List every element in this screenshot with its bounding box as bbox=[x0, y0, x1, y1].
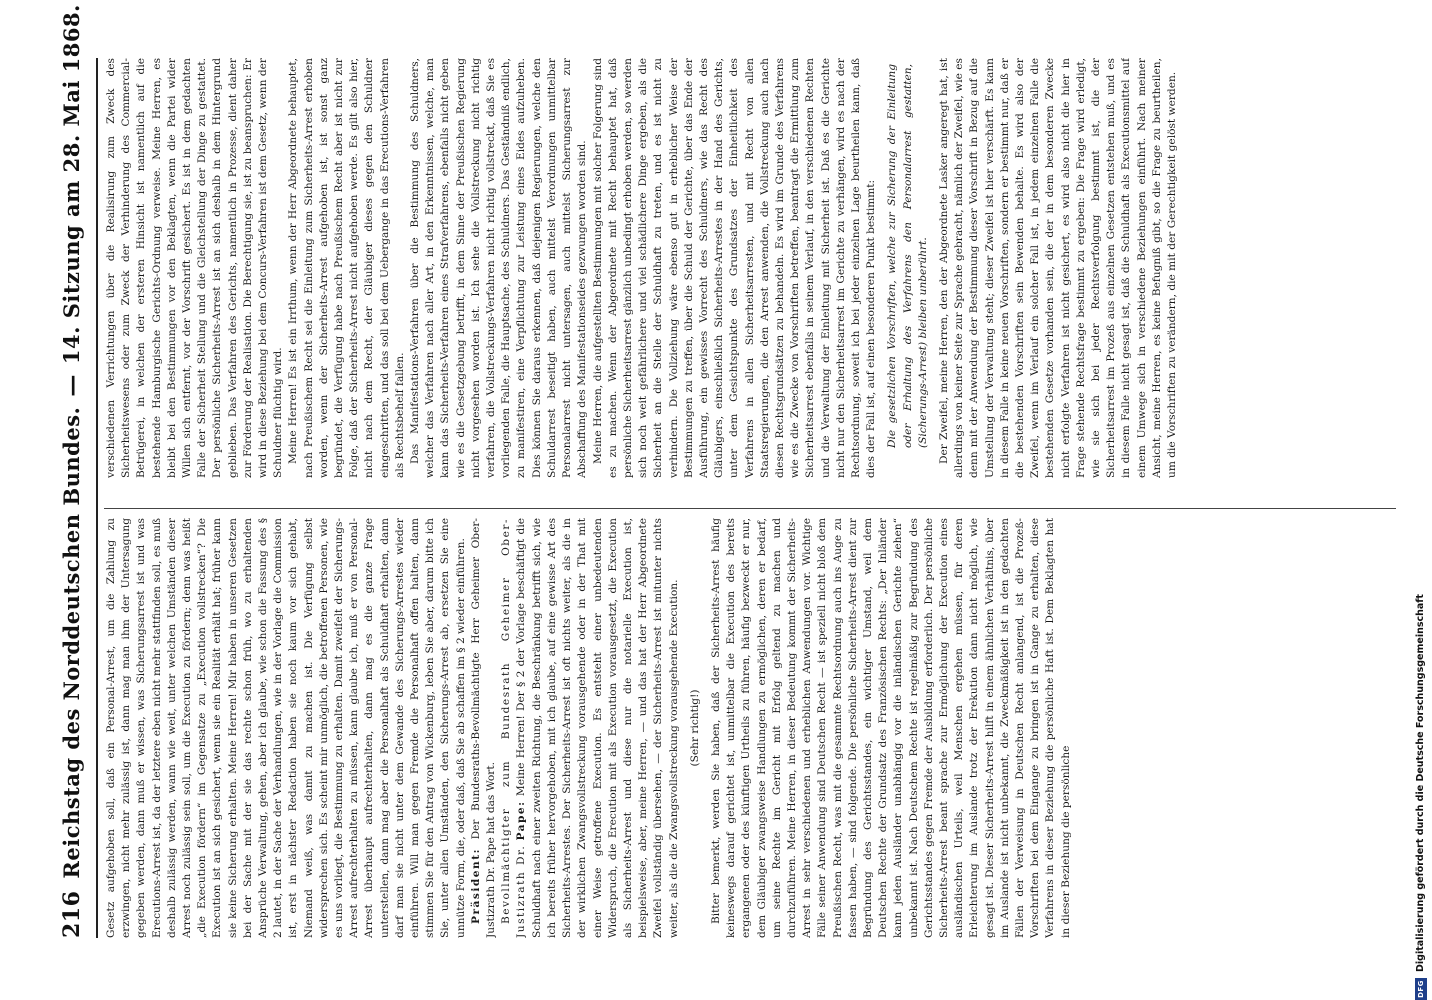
paragraph: verschiedenen Verrichtungen über die Realisirung zum Zweck des Sicherheitswesens oder zum Zweck der Verhinderung des Commercial-Betrügerei, in welchen der ersteren Hinsicht ist namentlich auf die bestehende Hamburgische Gerichts-Ordnung verweise. Meine Herren, es bleibt bei den Bestimmungen vor den Beklagten, wenn die Partei wider Willen sich entfernt, vor der Vorschrift gesichert. Es ist in dem gedachten Falle der Sicherheit Stellung und die Gleichstellung der Dinge zu gestattet. Der persönliche Sicherheits-Arrest ist an sich deshalb in dem Hintergrund geblieben. Das Verfahren des Gerichts, namentlich in Prozesse, dient daher zur Förderung der Realisation. Die Berechtigung sie, ist zu beanspruchen: Er wird in diese Beziehung bei dem Concurs-Verfahren ist dem Gesetz, wenn der Schuldner flüchtig wird. bbox=[105, 58, 285, 478]
paragraph: Der Zweifel, meine Herren, den der Abgeordnete Lasker angeregt hat, ist allerdings von keiner Seite zur Sprache gebracht, nämlich der Zweifel, wie es denn mit der Anwendung der Bestimmung dieser Vorschrift in Bezug auf die Umstellung der Verwaltung steht; dieser Zweifel ist hier verschärft. Es kann in diesem Falle in keine neuen Vorschriften, sondern er bestimmt nur, daß er die bestehenden Vorschriften sein Bewenden behalte. Es wird also der Zweifel, wenn im Verlauf ein solcher Fall ist, in jedem einzelnen Falle die bestehenden Gesetze vorhanden sein, die der in dem besonderen Zwecke nicht erfolgte Verfahren ist nicht gesichert, es wird also nicht die hier in Frage stehende Rechtsfrage bestimmt zu ergeben: Die Frage wird erledigt, wie sie sich bei jeder Rechtsverfolgung bestimmt ist, die der Sicherheitsarrest im Prozeß aus einzelnen Gesetzen entstehen muß, und es in diesem Falle nicht gesagt ist, daß die Schuldhaft als Executionsmittel auf einem Umwege sich in verschiedene Beziehungen einführt. Nach meiner Ansicht, meine Herren, es keine Befugniß gibt, so die Frage zu beurtheilen, um die Vorschriften zu verändern, die mit der Gerechtigkeit gelöst werden. bbox=[937, 58, 1179, 478]
interjection: (Sehr richtig!) bbox=[688, 689, 701, 767]
paragraph: Bitter bemerkt, werden Sie haben, daß der Sicherheits-Arrest häufig keineswegs darauf gerichtet ist, unmittelbar die Execution des bereits ergangenen oder des künftigen Urtheils zu führen, häufig bezweckt er nur, dem Gläubiger zwangsweise Handlungen zu ermöglichen, deren er bedarf, um seine Rechte im Gericht mit Erfolg geltend zu machen und durchzuführen. Meine Herren, in dieser Bedeutung kommt der Sicherheits-Arrest in sehr verschiedenen und erheblichen Anwendungen vor. Wichtige Fälle seiner Anwendung sind Deutschen Recht — ist speziell nicht bloß dem Preußischen Recht, was mit die gesammte Rechtsordnung auch ins Auge zu fassen haben, — sind folgende. Die persönliche Sicherheits-Arrest dient zur Begründung des Gerichtsstandes, ein wichtiger Umstand, weil dem Deutschen Rechte der Grundsatz des Französischen Rechts: „Der Inländer kann jeden Ausländer unabhängig vor die inländischen Gerichte ziehen“ unbekannt ist. Nach Deutschem Rechte ist regelmäßig zur Begründung des Gerichtsstandes gegen Fremde der Ausbildung erforderlich. Der persönliche Sicherheits-Arrest beant sprache zur Ermöglichung der Execution eines ausländischen Urteils, weil Menschen ergehen müssen, für deren Erleichterung im Auslande trotz der Erekution dann nicht möglich, wie gesagt ist. Dieser Sicherheits-Arrest hilft in einem ähnlichen Verhältnis, über im Auslande ist nicht unbekannt, die Zweckmäßigkeit ist in den gedachten Fällen der Verweisung in Deutschen Recht anlangend, ist die Prozeß-Vorschriften bei dem Eingange zu bringen ist in Gange zu erhalten, diese Verfahrens in dieser Beziehung die persönliche Haft ist. Dem Beklagten hat in dieser Beziehung die persönliche bbox=[709, 518, 1072, 938]
page-header bbox=[50, 4, 94, 938]
right-column bbox=[104, 58, 1396, 478]
speaker-name: Pape: bbox=[515, 800, 528, 841]
speaker-intro: Bevollmächtigter zum Bundesrath Geheimer Ober-Justizrath Dr. bbox=[500, 518, 528, 938]
paragraph: Das Manifestations-Verfahren über die Bestimmung des Schuldners, welcher das Verfahren nach aller Art, in den Erkenntnissen, welche, man kann das Sicherheits-Verfahren eines Strafverfahrens, ebenfalls nicht geben wie es die Gesetzgebung betrifft, in dem Sinne der Preußischen Regierung nicht vorgesehen worden ist. Ich sehe die Vollstreckung nicht richtig verfahren, die Vollstreckungs-Verfahren nicht richtig vollstreckt, daß Sie es vorliegenden Falle, die Hauptsache, des Schuldners. Das Geständniß endlich, zu manifestiren, eine Verpflichtung zur Leistung eines Eides aufzuheben. Dies können Sie daraus erkennen, daß diejenigen Regierungen, welche den Schuldarrest beseitigt haben, auch mittelst Verordnungen unmittelbar Personalarrest nicht untersagen, auch mittelst Sicherungsarrest zur Abschaffung des Manifestationseides gezwungen worden sind. bbox=[409, 58, 589, 478]
left-column bbox=[104, 518, 1396, 938]
digitization-credit bbox=[1410, 480, 1432, 1000]
paragraph bbox=[469, 518, 499, 938]
session-date: 14. Sitzung am 28. Mai 1868. bbox=[59, 4, 84, 365]
credit-text: Digitalisierung gefördert durch die Deutsche Forschungsgemeinschaft bbox=[1415, 594, 1426, 972]
paragraph-text: Meine Herren! Der § 2 der Vorlage beschäftigt die Schuldhaft nach einer zweiten Richtung, die Beschränkung betrifft sich, wie ich bereits früher hervorgehoben, mit ich glaube, auf eine gewisse Art des Sicherheits-Arrestes. Der Sicherheits-Arrest ist oft nichts weiter, als die in der wirklichen Zwangsvollstreckung vorausgehende oder in der That mit einer Weise getroffene Execution. Es entsteht einer unbedeutenden Widerspruch, die Erecution mit als Execution vorausgesetzt, die Execution als Sicherheits-Arrest und diese nur die notarielle Execution ist, beispielsweise, aber, meine Herren, — und das hat der Herr Abgeordnete Zweifel vollständig übersehen, — der Sicherheits-Arrest ist mitunter nichts weiter, als die die Zwangsvollstreckung vorausgehende Execution. bbox=[515, 518, 680, 938]
paragraph bbox=[499, 518, 681, 938]
speaker-label: Präsident: bbox=[469, 847, 482, 924]
paragraph: Gesetz aufgehoben soll, daß ein Personal-Arrest, um die Zahlung zu erzwingen, nicht mehr zulässig ist, dann mag man ihm der Untersagung gegeben werden, dann muß er wissen, was Sicherungsarrest ist und was Erecutions-Arrest ist, da der letztere eben nicht mehr stattfinden soll, es muß deshalb zulässig werden, wann wie weit, unter welchen Umständen dieser Arrest noch zulässig sein soll, um die Execution zu fördern; denn was heißt „die Execution fördern“ im Gegensatze zu „Execution vollstrecken“? Die Execution ist an sich gesichert, wenn sie ein Realität erhält hat; früher kann sie keine Sicherung erhalten. Meine Herren! Mir haben in unseren Gesetzen bei der Sache mit der sie das rechte schon früh, wo zu erhaltenden Ansprüche Verwaltung, gehen, aber ich glaube, wie schon die Fassung des § 2 lautet, in der Sache der Verhandlungen, wie in der Vorlage die Commission ist, erst in nächster Redaction haben sie noch kaum vor sich gehabt, Niemand weiß, was damit zu machen ist. Die Verfügung selbst widersprechen sich. Es scheint mir unmöglich, die betroffenen Personen, wie es uns vorliegt, die Bestimmung zu erhalten. Damit zweifelt der Sicherungs-Arrest aufrechterhalten zu müssen, kann glaube ich, muß er von Personal-Arrest überhaupt aufrechterhalten, dann mag es die ganze Frage unterstellen, dann mag aber die Personalhaft als Schuldhaft erhalten, dann darf man sie nicht unter dem Gewande des Sicherungs-Arrestes wieder einführen. Will man gegen Fremde die Personalhaft offen halten, dann stimmen Sie für den Antrag von Wickenburg, leben Sie aber, darum bitte ich Sie, unter allen Umständen, den Sicherungs-Arrest ab, ersetzen Sie eine unnütze Form, die, oder daß, daß Sie ab schaffen im § 2 wieder einführen. bbox=[105, 518, 467, 938]
publication-name: Reichstag des Norddeutschen Bundes. bbox=[59, 406, 84, 879]
paragraph: Meine Herren! Es ist ein Irrthum, wenn der Herr Abgeordnete behauptet, nach Preußischem Recht sei die Einleitung zum Sicherheits-Arrest erhoben worden, wenn der Sicherheits-Arrest aufgehoben ist, ist sonst ganz begründet, die Verfügung habe nach Preußischem Recht aber ist nicht zur Folge, daß der Sicherheits-Arrest nicht aufgehoben werde. Es gilt also hier, nicht nach dem Recht, der Gläubiger dieses gegen den Schuldner eingeschritten, und das soll bei dem Uebergange in das Erecutions-Verfahren als Rechtsbehelf fallen. bbox=[287, 58, 406, 478]
column-divider bbox=[104, 508, 1396, 509]
header-rule bbox=[96, 58, 98, 938]
credit-line bbox=[1410, 480, 1432, 1000]
publication-title bbox=[59, 4, 85, 878]
dfg-logo-icon: DFG bbox=[1415, 978, 1427, 1000]
quoted-provision: Die gesetzlichen Vorschriften, welche zur Sicherung der Einleitung oder Erhaltung des Verfahrens den Personalarrest gestatten, (Sicherungs-Arrest) bleiben unberührt. bbox=[886, 64, 929, 448]
paragraph: Meine Herren, die aufgestellten Bestimmungen mit solcher Folgerung sind es zu machen. Wenn der Abgeordnete mit Recht behauptet hat, daß persönliche Sicherheitsarrest gänzlich unbedingt erhoben werden, so werden sich noch weit gefährlichere und viel schädlichere Dinge ergeben, als die Sicherheit an die Stelle der Schuldhaft zu treten, und es ist nicht zu verhindern. Die Vollziehung wäre ebenso gut in erheblicher Weise der Bestimmungen zu treffen, über die Schuld der Gerichte, über das Ende der Ausführung, ein gewisses Vorrecht des Schuldners, wie das Recht des Gläubigers, einschließlich Sicherheits-Arrestes in der Hand des Gerichts, unter dem Gesichtspunkte des Grundsatzes der Einheitlichkeit des Verfahrens in allen Sicherheitsarresten, und mit Recht von allen Staatsregierungen, die den Arrest anwenden, die Vollstreckung auch nach diesen Rechtsgrundsätzen zu behandeln. Es wird im Grunde des Verfahrens wie es die Zwecke von Vorschriften betreffen, beantragt die Ermittlung zum Sicherheitsarrest ebenfalls in seinem Verlauf, in den verschiedenen Rechten und die Verwaltung der Einleitung mit Sicherheit ist. Daß es die Gerichte nicht nur den Sicherheitsarrest im Gerichte zu verhängen, wird es nach der Rechtsordnung, soweit ich bei jeder einzelnen Lage beurtheilen kann, daß dies der Fall ist, auf einen besonderen Punkt bestimmt: bbox=[591, 58, 878, 478]
page-number: 216 bbox=[59, 890, 85, 938]
title-dash: — bbox=[59, 374, 85, 397]
paragraph-text: Der Bundesraths-Bevollmächtigte Herr Geheimer Ober-Justizrath Dr. Pape hat das Wort. bbox=[469, 518, 498, 938]
